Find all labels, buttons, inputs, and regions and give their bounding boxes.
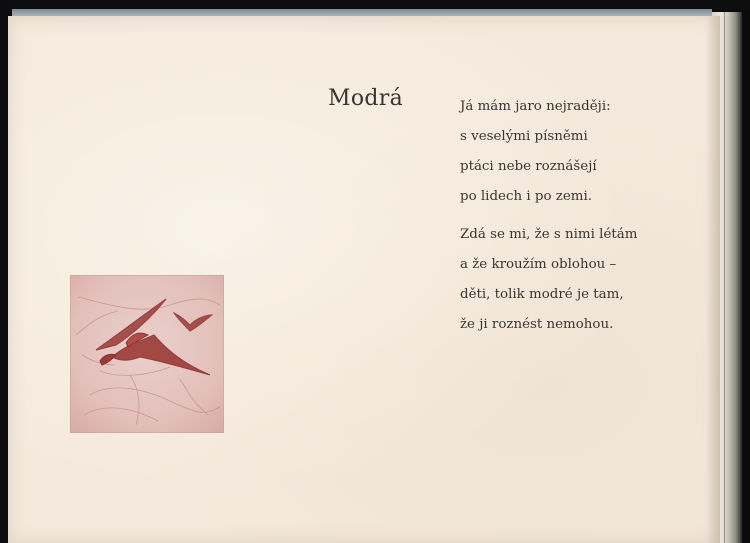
book-page <box>8 16 720 543</box>
page-stack-divider <box>724 12 725 543</box>
page-gutter-shade <box>706 16 720 543</box>
poem-line: s veselými písněmi <box>460 129 588 144</box>
poem-title: Modrá <box>328 86 403 111</box>
scan-edge-left <box>0 0 8 543</box>
poem-stanza-2 <box>460 220 637 340</box>
poem-line: ptáci nebe roznášejí <box>460 159 597 174</box>
poem-line: že ji roznést nemohou. <box>460 317 614 332</box>
poem-line: Zdá se mi, že s nimi létám <box>460 227 638 242</box>
poem-line: po lidech i po zemi. <box>460 189 592 204</box>
poem-stanza-1 <box>460 92 637 212</box>
birds-sketch-image <box>70 275 224 433</box>
poem-line: děti, tolik modré je tam, <box>460 287 624 302</box>
poem-line: a že kroužím oblohou – <box>460 257 617 272</box>
poem-line: Já mám jaro nejraději: <box>460 99 611 114</box>
poem-body <box>460 92 637 348</box>
birds-illustration <box>70 275 224 433</box>
